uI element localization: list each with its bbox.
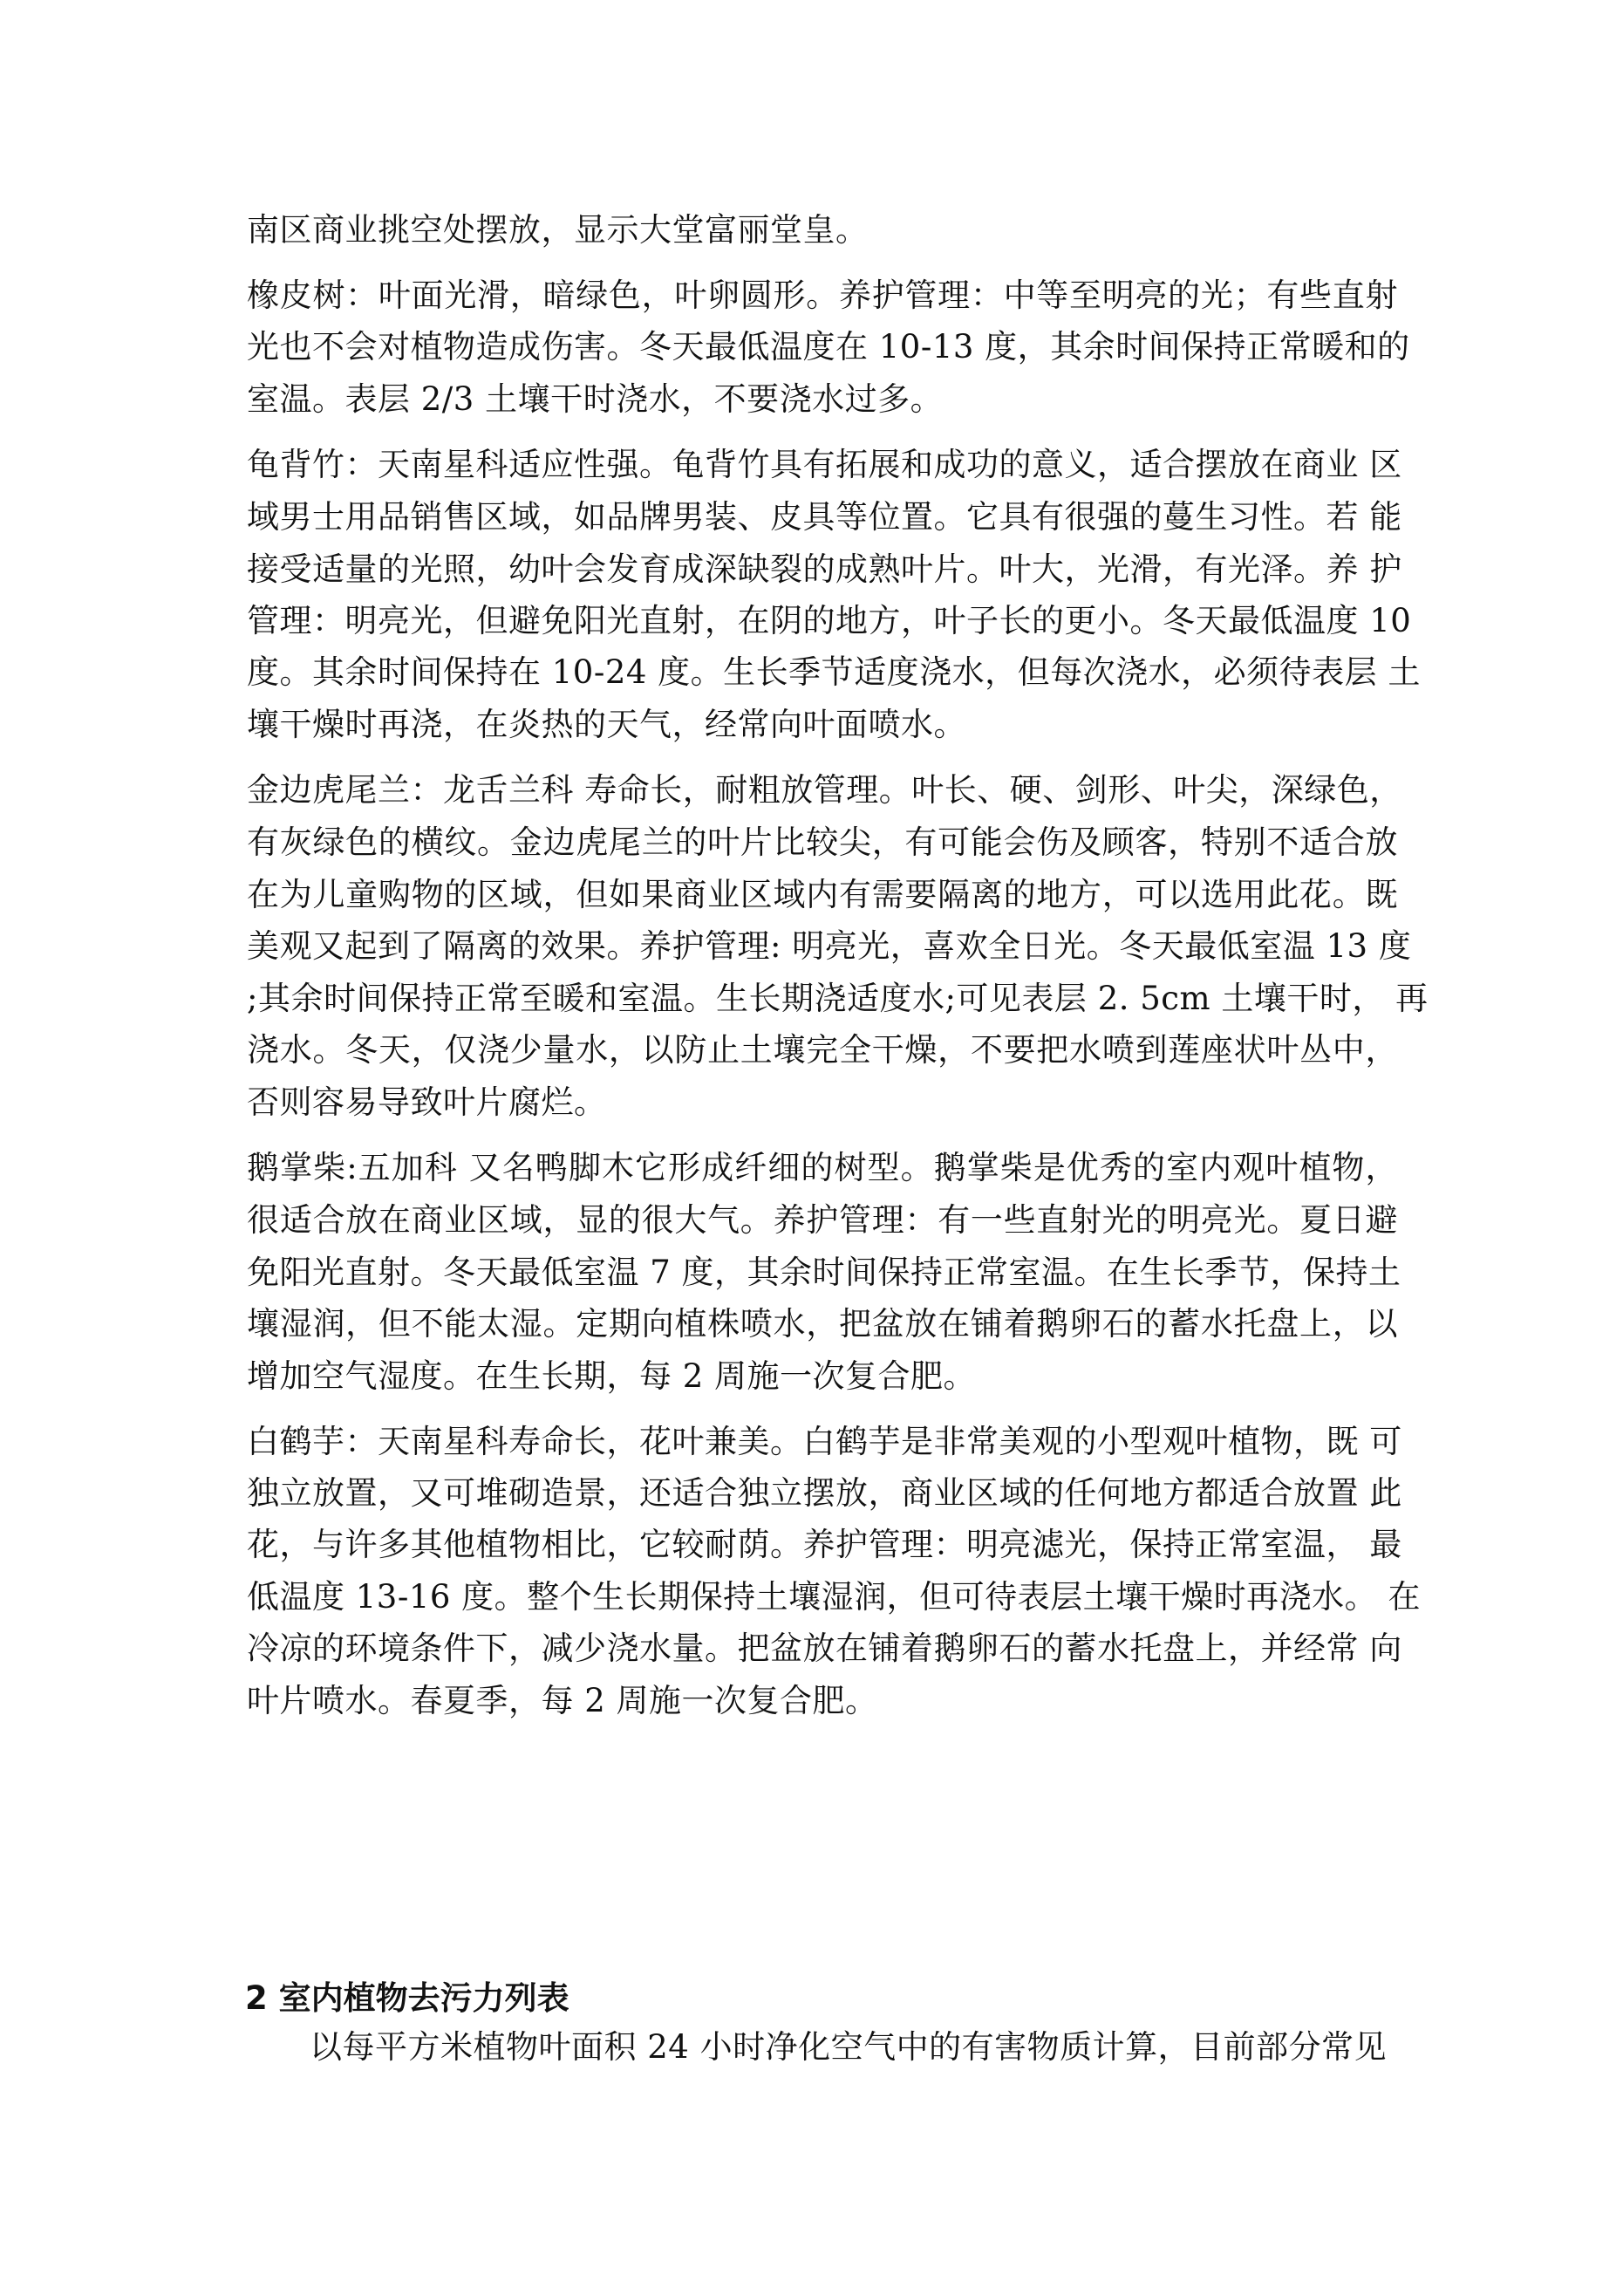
text-line: 冷凉的环境条件下，减少浇水量。把盆放在铺着鹅卵石的蓄水托盘上，并经常 向 — [247, 1630, 1402, 1667]
text-line: 壤干燥时再浇，在炎热的天气，经常向叶面喷水。 — [247, 706, 966, 743]
text-line: 免阳光直射。冬天最低室温 7 度，其余时间保持正常室温。在生长季节，保持土 — [247, 1254, 1401, 1291]
text-line: 低温度 13-16 度。整个生长期保持土壤湿润，但可待表层土壤干燥时再浇水。 在 — [247, 1578, 1421, 1616]
text-line: 接受适量的光照，幼叶会发育成深缺裂的成熟叶片。叶大，光滑，有光泽。养 护 — [247, 550, 1402, 588]
text-line: 在为儿童购物的区域，但如果商业区域内有需要隔离的地方，可以选用此花。既 — [247, 876, 1398, 913]
text-line: 有灰绿色的横纹。金边虎尾兰的叶片比较尖，有可能会伤及顾客，特别不适合放 — [247, 823, 1398, 861]
text-line: 管理：明亮光，但避免阳光直射，在阴的地方，叶子长的更小。冬天最低温度 10 — [247, 602, 1412, 639]
text-line: 金边虎尾兰：龙舌兰科 寿命长，耐粗放管理。叶长、硬、剑形、叶尖，深绿色， — [247, 771, 1402, 809]
section-heading: 2 室内植物去污力列表 — [245, 1979, 569, 2017]
text-line: 很适合放在商业区域，显的很大气。养护管理：有一些直射光的明亮光。夏日避 — [247, 1201, 1398, 1239]
text-line: 光也不会对植物造成伤害。冬天最低温度在 10-13 度，其余时间保持正常暖和的 — [247, 328, 1410, 366]
text-line: 域男士用品销售区域，如品牌男装、皮具等位置。它具有很强的蔓生习性。若 能 — [247, 498, 1402, 536]
text-line: 室温。表层 2/3 土壤干时浇水，不要浇水过多。 — [247, 380, 944, 418]
text-line: 花，与许多其他植物相比，它较耐荫。养护管理：明亮滤光，保持正常室温， 最 — [247, 1526, 1402, 1563]
text-line: 南区商业挑空处摆放，显示大堂富丽堂皇。 — [247, 211, 869, 249]
text-line: 增加空气湿度。在生长期，每 2 周施一次复合肥。 — [247, 1357, 977, 1395]
text-line: 壤湿润，但不能太湿。定期向植株喷水，把盆放在铺着鹅卵石的蓄水托盘上，以 — [247, 1305, 1398, 1343]
text-line: 鹅掌柴:五加科 又名鸭脚木它形成纤细的树型。鹅掌柴是优秀的室内观叶植物， — [247, 1149, 1398, 1186]
text-line: 叶片喷水。春夏季，每 2 周施一次复合肥。 — [247, 1682, 878, 1719]
text-line: 度。其余时间保持在 10-24 度。生长季节适度浇水，但每次浇水，必须待表层 土 — [247, 653, 1421, 691]
text-line: 橡皮树：叶面光滑，暗绿色，叶卵圆形。养护管理：中等至明亮的光；有些直射 — [247, 277, 1398, 314]
text-line: 美观又起到了隔离的效果。养护管理: 明亮光，喜欢全日光。冬天最低室温 13 度 — [247, 927, 1412, 965]
text-line: 龟背竹：天南星科适应性强。龟背竹具有拓展和成功的意义，适合摆放在商业 区 — [247, 446, 1402, 483]
text-line: 白鹤芋：天南星科寿命长，花叶兼美。白鹤芋是非常美观的小型观叶植物，既 可 — [247, 1423, 1402, 1460]
text-line: ;其余时间保持正常至暖和室温。生长期浇适度水;可见表层 2. 5cm 土壤干时， 再 — [247, 980, 1429, 1017]
text-line: 否则容易导致叶片腐烂。 — [247, 1083, 607, 1121]
text-line: 浇水。冬天，仅浇少量水，以防止土壤完全干燥，不要把水喷到莲座状叶丛中， — [247, 1031, 1398, 1069]
paragraph-first-line: 以每平方米植物叶面积 24 小时净化空气中的有害物质计算，目前部分常见 — [310, 2028, 1388, 2066]
text-line: 独立放置，又可堆砌造景，还适合独立摆放，商业区域的任何地方都适合放置 此 — [247, 1474, 1402, 1512]
